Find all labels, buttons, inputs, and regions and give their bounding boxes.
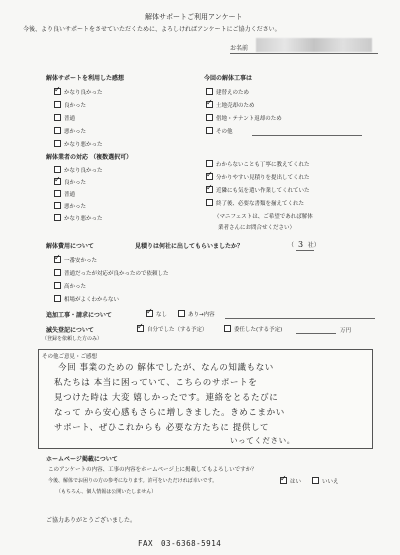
q4-heading: 解体費用について <box>46 243 94 250</box>
checkbox[interactable] <box>54 214 61 221</box>
homepage-yes[interactable]: ✓はい <box>280 477 301 485</box>
comment-line: 私たちは 本当に困っていて、こちらのサポートを <box>54 378 258 388</box>
estimate-count: （ 3 社） <box>288 240 320 249</box>
checkbox[interactable] <box>312 477 319 484</box>
q5-heading: 追加工事・請求について <box>46 312 112 319</box>
checkbox[interactable] <box>54 127 61 134</box>
comment-line: なって から安心感もさらに増しきました。きめこまかい <box>54 408 285 418</box>
intro-text: 今後、より良いサポートをさせていただくために、よろしければアンケートにご協力ください。 <box>23 26 281 33</box>
homepage-note: 今後、解体でお困りの方の参考になります。許可をいただければ幸いです。 <box>48 478 218 484</box>
q6-sub: （登録を依頼した方のみ） <box>42 336 103 342</box>
fax-number: FAX 03-6368-5914 <box>138 539 222 548</box>
checkbox[interactable] <box>206 114 213 121</box>
q1-option[interactable]: ✓かなり良かった <box>54 88 103 96</box>
comment-line: 今回 事業のための 解体でしたが、なんの知識もない <box>58 363 274 373</box>
q2-option[interactable]: 借地・テナント返却のため <box>206 114 282 122</box>
checkbox[interactable] <box>224 325 231 332</box>
checkbox-checked[interactable] <box>280 477 287 484</box>
checkbox-checked[interactable] <box>137 325 144 332</box>
q5-option-none[interactable]: ✓ なし <box>146 310 167 318</box>
homepage-note-2: （もちろん、個人情報は公開いたしません） <box>56 489 157 495</box>
content-underline <box>225 318 375 319</box>
comment-line: いってください。 <box>230 436 295 445</box>
q4-option[interactable]: 普通だったが対応が良かったので依頼した <box>54 269 169 277</box>
checkbox[interactable] <box>54 166 61 173</box>
q2-option[interactable]: ✓土地売却のため <box>206 101 255 109</box>
q1-option[interactable]: 良かった <box>54 101 86 109</box>
checkbox[interactable] <box>206 127 213 134</box>
q4-option[interactable]: 高かった <box>54 282 86 290</box>
q1-option[interactable]: 普通 <box>54 114 75 122</box>
checkbox-checked[interactable] <box>206 173 213 180</box>
checkbox-checked[interactable] <box>54 256 61 263</box>
q3-heading: 解体業者の対応 （複数選択可） <box>46 154 133 161</box>
q3-option[interactable]: かなり悪かった <box>54 214 103 222</box>
checkbox[interactable] <box>54 282 61 289</box>
q1-option[interactable]: かなり悪かった <box>54 140 103 148</box>
manifest-note-2: 業者さんにお問合せください） <box>218 225 296 231</box>
name-label: お名前 <box>230 45 249 52</box>
checkbox[interactable] <box>54 101 61 108</box>
q3-option[interactable]: 悪かった <box>54 202 86 210</box>
checkbox[interactable] <box>206 160 213 167</box>
closing-text: ご協力ありがとうございました。 <box>46 517 137 524</box>
checkbox[interactable] <box>54 140 61 147</box>
estimate-underline <box>296 250 314 251</box>
homepage-heading: ホームページ掲載について <box>46 456 118 463</box>
comment-line: サポート、ぜひこれからも 必要な方たちに 提供して <box>54 423 270 433</box>
name-underline <box>230 53 378 54</box>
checkbox-checked[interactable] <box>206 186 213 193</box>
q3b-option[interactable]: ✓近隣にも気を遣い作業してくれていた <box>206 186 310 194</box>
checkbox[interactable] <box>54 190 61 197</box>
other-underline <box>252 135 362 136</box>
q1-heading: 解体サポートを利用した感想 <box>46 75 125 82</box>
q4-option[interactable]: ✓一番安かった <box>54 256 97 264</box>
checkbox[interactable] <box>54 202 61 209</box>
q4-question: 見積りは何社に出してもらいましたか？ <box>135 243 244 250</box>
comment-line: 見つけた時は 大変 嬉しかったです。連絡をとるたびに <box>54 393 279 403</box>
name-redacted <box>256 38 372 52</box>
cost-unit: 万円 <box>340 328 352 334</box>
homepage-question: このアンケートの内容、工事の内容をホームページ上に掲載してもよろしいですか？ <box>48 467 257 473</box>
homepage-no[interactable]: いいえ <box>312 477 339 485</box>
q6-heading: 滅失登記について <box>46 327 94 334</box>
checkbox[interactable] <box>206 88 213 95</box>
q5-option-some[interactable]: あり→内容 <box>178 310 215 318</box>
checkbox[interactable] <box>54 114 61 121</box>
form-title: 解体サポートご利用アンケート <box>145 13 243 21</box>
checkbox-checked[interactable] <box>54 178 61 185</box>
checkbox[interactable] <box>54 269 61 276</box>
checkbox[interactable] <box>206 199 213 206</box>
q4-option[interactable]: 相場がよくわからない <box>54 295 119 303</box>
q3-option[interactable]: ✓良かった <box>54 178 86 186</box>
manifest-note-1: （マニフェストは、ご希望であれば解体 <box>214 214 313 220</box>
checkbox-checked[interactable] <box>54 88 61 95</box>
checkbox[interactable] <box>54 295 61 302</box>
checkbox[interactable] <box>178 310 185 317</box>
q2-option[interactable]: 建替えのため <box>206 88 249 96</box>
cost-underline <box>296 333 336 334</box>
q3b-option[interactable]: 終了後、必要な書類を揃えてくれた <box>206 199 304 207</box>
q6-option-self[interactable]: ✓自分でした（する予定） <box>137 325 208 333</box>
q2-heading: 今回の解体工事は <box>204 75 253 82</box>
q3b-option[interactable]: ✓分かりやすい見積りを提出してくれた <box>206 173 310 181</box>
q3b-option[interactable]: わからないことも丁寧に教えてくれた <box>206 160 310 168</box>
q6-option-delegate[interactable]: 委任した(する予定) <box>224 325 282 333</box>
q3-option[interactable]: かなり良かった <box>54 166 103 174</box>
q3-option[interactable]: 普通 <box>54 190 75 198</box>
comment-label: その他ご意見・ご感想 <box>42 354 98 360</box>
q2-option[interactable]: その他 <box>206 127 233 135</box>
checkbox-checked[interactable] <box>206 101 213 108</box>
checkbox-checked[interactable] <box>146 310 153 317</box>
q1-option[interactable]: 悪かった <box>54 127 86 135</box>
